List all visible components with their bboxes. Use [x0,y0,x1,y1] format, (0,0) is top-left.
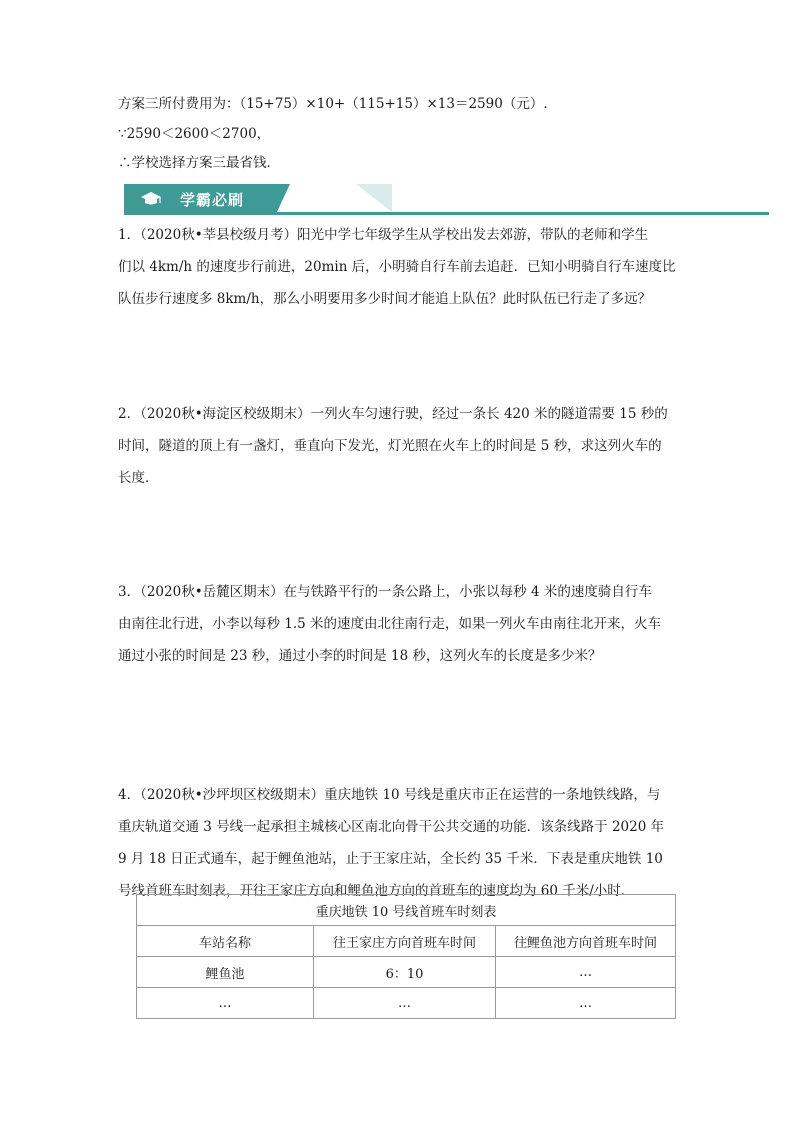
section-banner [124,184,769,216]
problem-3-line-3: 通过小张的时间是 23 秒，通过小李的时间是 18 秒，这列火车的长度是多少米？ [118,648,602,664]
cell-time-liyuchi: … [496,988,676,1019]
problem-1-line-2: 们以 4km/h 的速度步行前进，20min 后，小明骑自行车前去追赶．已知小明骑自行车速度比 [118,259,676,275]
intro-line-3: ∴学校选择方案三最省钱． [118,155,280,171]
banner-title: 学霸必刷 [180,191,245,209]
problem-3-line-2: 由南往北行进，小李以每秒 1.5 米的速度由北往南行走，如果一列火车由南往北开来，火车 [118,616,662,632]
problem-4-line-3: 9 月 18 日正式通车，起于鲤鱼池站，止于王家庄站，全长约 35 千米．下表是重庆地铁 10 [118,851,663,867]
table-row [137,957,676,988]
problem-1-line-3: 队伍步行速度多 8km/h，那么小明要用多少时间才能追上队伍？此时队伍已行走了多远？ [118,291,652,307]
problem-3-line-1: 3．（2020秋•岳麓区期末）在与铁路平行的一条公路上，小张以每秒 4 米的速度骑自行车 [118,584,652,600]
problem-2 [118,404,678,500]
problem-1 [118,225,678,321]
problem-4-line-1: 4．（2020秋•沙坪坝区校级期末）重庆地铁 10 号线是重庆市正在运营的一条地铁线路，与 [118,787,661,803]
problem-1-line-1: 1．（2020秋•莘县校级月考）阳光中学七年级学生从学校出发去郊游，带队的老师和学生 [118,227,649,243]
cell-time-liyuchi: … [496,957,676,988]
header-to-wangjiazhuang: 往王家庄方向首班车时间 [314,926,496,957]
cell-time-wangjiazhuang: 6：10 [314,957,496,988]
cell-station: … [137,988,314,1019]
timetable [136,894,676,1019]
problem-2-line-1: 2．（2020秋•海淀区校级期末）一列火车匀速行驶，经过一条长 420 米的隧道需要 15 秒的 [118,406,668,422]
problem-2-line-3: 长度． [118,470,159,486]
problem-4-line-4: 号线首班车时刻表，开往王家庄方向和鲤鱼池方向的首班车的速度均为 60 千米/小时． [118,883,635,899]
banner-notch [276,184,290,214]
graduation-cap-icon [140,191,162,207]
problem-4-line-2: 重庆轨道交通 3 号线一起承担主城核心区南北向骨干公共交通的功能．该条线路于 2020 年 [118,819,665,835]
banner-ghost-triangle [356,184,392,212]
table-row [137,988,676,1019]
cell-station: 鲤鱼池 [137,957,314,988]
cell-time-wangjiazhuang: … [314,988,496,1019]
problem-2-line-2: 时间，隧道的顶上有一盏灯，垂直向下发光，灯光照在火车上的时间是 5 秒，求这列火车的 [118,438,662,454]
header-to-liyuchi: 往鲤鱼池方向首班车时间 [496,926,676,957]
table-header-row [137,926,676,957]
intro-line-2: ∵2590＜2600＜2700， [118,126,271,142]
header-station: 车站名称 [137,926,314,957]
problem-3 [118,582,678,678]
intro-line-1: 方案三所付费用为：（15+75）×10+（115+15）×13＝2590（元）. [118,96,548,112]
banner-rule [124,212,769,215]
table-caption: 重庆地铁 10 号线首班车时刻表 [137,895,676,926]
